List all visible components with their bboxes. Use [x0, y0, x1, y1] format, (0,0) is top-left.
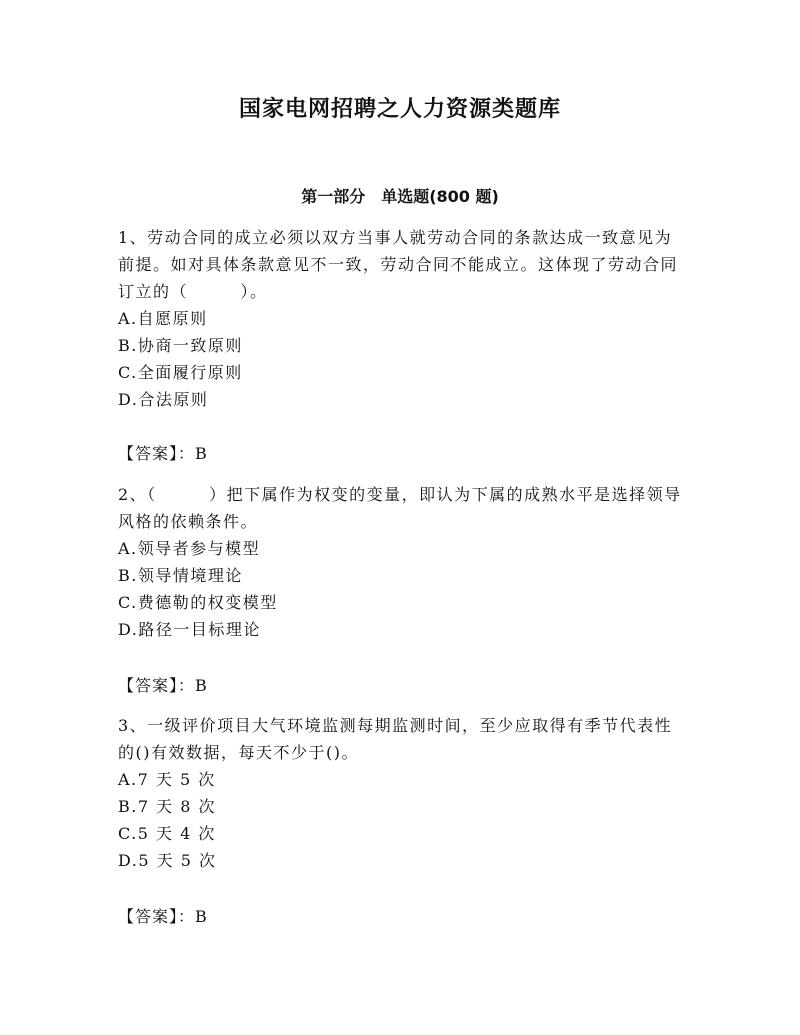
- question-stem: 3、一级评价项目大气环境监测每期监测时间，至少应取得有季节代表性的()有效数据，每天不少于()。: [118, 716, 673, 762]
- document-title: 国家电网招聘之人力资源类题库: [238, 96, 561, 122]
- option-b: B.领导情境理论: [118, 566, 243, 585]
- option-b: B.协商一致原则: [118, 336, 243, 355]
- option-c: C.费德勒的权变模型: [118, 593, 278, 612]
- answer-value: B: [195, 444, 208, 463]
- option-a: A.自愿原则: [118, 309, 208, 328]
- answer-label: 【答案】：: [118, 676, 196, 695]
- answer-3: [118, 903, 208, 930]
- option-a: A.领导者参与模型: [118, 539, 261, 558]
- answer-value: B: [195, 676, 208, 695]
- question-3: [118, 712, 688, 874]
- option-c: C.全面履行原则: [118, 363, 243, 382]
- question-1: [118, 224, 688, 413]
- option-a: A.7 天 5 次: [118, 770, 216, 789]
- question-stem: 2、（ ）把下属作为权变的变量，即认为下属的成熟水平是选择领导风格的依赖条件。: [118, 485, 682, 531]
- answer-label: 【答案】：: [118, 444, 196, 463]
- option-d: D.合法原则: [118, 390, 209, 409]
- answer-value: B: [195, 907, 208, 926]
- option-d: D.路径一目标理论: [118, 620, 261, 639]
- answer-label: 【答案】：: [118, 907, 196, 926]
- option-c: C.5 天 4 次: [118, 824, 216, 843]
- question-stem: 1、劳动合同的成立必须以双方当事人就劳动合同的条款达成一致意见为前提。如对具体条款意见不一致，劳动合同不能成立。这体现了劳动合同订立的（ ）。: [118, 228, 679, 301]
- answer-2: [118, 672, 208, 699]
- section-heading: 第一部分 单选题(800 题): [301, 187, 499, 206]
- answer-1: [118, 440, 208, 467]
- question-2: [118, 481, 688, 643]
- option-b: B.7 天 8 次: [118, 797, 216, 816]
- option-d: D.5 天 5 次: [118, 851, 217, 870]
